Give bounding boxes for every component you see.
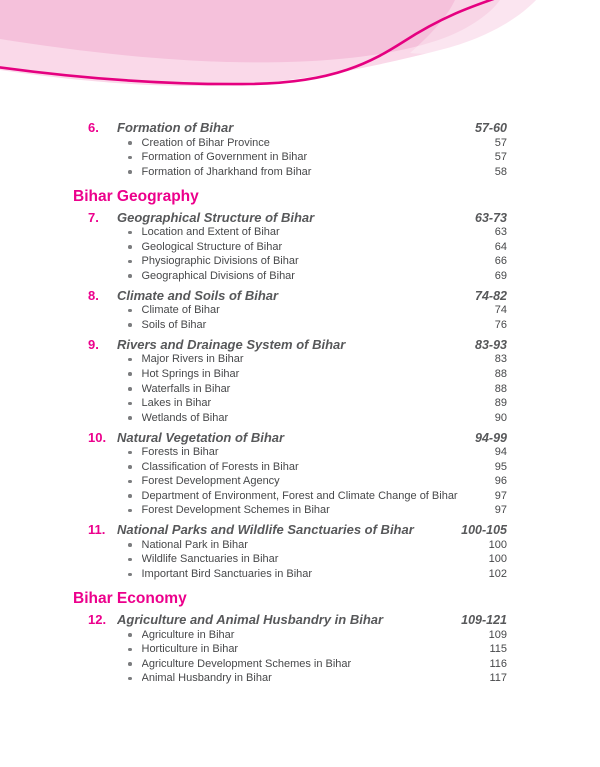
subitem-label: Horticulture in Bihar — [141, 643, 239, 656]
subitem-label: Animal Husbandry in Bihar — [141, 672, 272, 685]
chapter-title: Geographical Structure of Bihar — [117, 209, 315, 225]
subitem-label: Wetlands of Bihar — [141, 411, 229, 424]
toc-subitem-row — [73, 445, 507, 460]
chapter-number: 9. — [88, 336, 99, 352]
subitem-label: Forest Development Agency — [141, 475, 280, 488]
chapter-page-range: 83-93 — [475, 337, 507, 352]
subitem-page: 100 — [488, 538, 507, 551]
chapter-title: Natural Vegetation of Bihar — [117, 429, 285, 445]
toc-subitem-row — [73, 269, 507, 284]
toc-chapter-row — [73, 120, 507, 136]
subitem-label: Soils of Bihar — [141, 318, 207, 331]
subitem-label: Formation of Jharkhand from Bihar — [141, 165, 312, 178]
chapter-page-range: 100-105 — [461, 523, 507, 538]
toc-subitem-row — [73, 303, 507, 318]
bullet-dot — [128, 509, 132, 513]
subitem-label: Agriculture in Bihar — [141, 628, 235, 641]
bullet-dot — [128, 416, 132, 420]
section-heading-bihar-economy: Bihar Economy — [73, 590, 187, 608]
subitem-label: Agriculture Development Schemes in Bihar — [141, 657, 352, 670]
chapter-title: Rivers and Drainage System of Bihar — [117, 336, 346, 352]
subitem-label: Geographical Divisions of Bihar — [141, 269, 295, 282]
toc-subitem-row — [73, 254, 507, 269]
bullet-dot — [128, 309, 132, 313]
toc-subitem-row — [73, 657, 507, 672]
subitem-page: 94 — [494, 446, 507, 459]
bullet-dot — [128, 231, 132, 235]
header-art — [0, 0, 600, 95]
toc-subitem-row — [73, 628, 507, 643]
bullet-dot — [128, 465, 132, 469]
subitem-label: National Park in Bihar — [141, 538, 248, 551]
toc-subitem-row — [73, 396, 507, 411]
subitem-label: Major Rivers in Bihar — [141, 353, 244, 366]
bullet-dot — [128, 387, 132, 391]
chapter-title: Climate and Soils of Bihar — [117, 287, 279, 303]
bullet-dot — [128, 141, 132, 145]
section-heading-bihar-geography: Bihar Geography — [73, 187, 199, 205]
toc-subitem-row — [73, 671, 507, 686]
subitem-label: Department of Environment, Forest and Climate Change of Bihar — [141, 489, 458, 502]
toc-subitem-row — [73, 567, 507, 582]
toc-subitem-row — [73, 318, 507, 333]
toc-chapter — [73, 430, 507, 518]
bullet-dot — [128, 358, 132, 362]
bullet-dot — [128, 480, 132, 484]
toc-chapter — [73, 120, 507, 179]
toc-chapter — [73, 337, 507, 425]
bullet-dot — [128, 494, 132, 498]
subitem-label: Location and Extent of Bihar — [141, 226, 280, 239]
subitem-label: Lakes in Bihar — [141, 397, 212, 410]
chapter-title: National Parks and Wildlife Sanctuaries of Bihar — [117, 522, 414, 538]
toc-subitem-row — [73, 165, 507, 180]
bullet-dot — [128, 662, 132, 666]
toc-subitem-row — [73, 367, 507, 382]
subitem-page: 57 — [494, 151, 507, 164]
subitem-page: 97 — [494, 504, 507, 517]
chapter-number: 7. — [88, 209, 99, 225]
bullet-dot — [128, 573, 132, 577]
chapter-title: Agriculture and Animal Husbandry in Bihar — [117, 612, 384, 628]
chapter-number: 10. — [88, 429, 107, 445]
subitem-label: Forest Development Schemes in Bihar — [141, 504, 330, 517]
toc-chapter — [73, 210, 507, 284]
subitem-page: 58 — [494, 165, 507, 178]
subitem-page: 64 — [494, 240, 507, 253]
bullet-dot — [128, 245, 132, 249]
subitem-page: 88 — [494, 367, 507, 380]
subitem-label: Waterfalls in Bihar — [141, 382, 231, 395]
subitem-label: Creation of Bihar Province — [141, 136, 270, 149]
toc-chapter-row — [73, 612, 507, 628]
subitem-page: 74 — [494, 304, 507, 317]
table-of-contents — [73, 120, 507, 686]
subitem-label: Wildlife Sanctuaries in Bihar — [141, 553, 279, 566]
bullet-dot — [128, 372, 132, 376]
toc-subitem-row — [73, 642, 507, 657]
bullet-dot — [128, 260, 132, 264]
subitem-label: Physiographic Divisions of Bihar — [141, 255, 299, 268]
bullet-dot — [128, 274, 132, 278]
chapter-page-range: 94-99 — [475, 430, 507, 445]
subitem-label: Geological Structure of Bihar — [141, 240, 283, 253]
toc-chapter-row — [73, 288, 507, 304]
subitem-page: 57 — [494, 136, 507, 149]
subitem-page: 66 — [494, 255, 507, 268]
subitem-label: Classification of Forests in Bihar — [141, 460, 299, 473]
subitem-label: Forests in Bihar — [141, 446, 219, 459]
toc-subitem-row — [73, 382, 507, 397]
bullet-dot — [128, 402, 132, 406]
chapter-number: 8. — [88, 287, 99, 303]
bullet-dot — [128, 543, 132, 547]
bullet-dot — [128, 648, 132, 652]
subitem-label: Formation of Government in Bihar — [141, 151, 308, 164]
bullet-dot — [128, 677, 132, 681]
subitem-page: 69 — [494, 269, 507, 282]
subitem-page: 116 — [489, 657, 507, 670]
chapter-page-range: 74-82 — [475, 288, 507, 303]
bullet-dot — [128, 633, 132, 637]
subitem-page: 97 — [494, 489, 507, 502]
toc-chapter — [73, 522, 507, 581]
toc-subitem-row — [73, 136, 507, 151]
bullet-dot — [128, 558, 132, 562]
bullet-dot — [128, 156, 132, 160]
toc-subitem-row — [73, 240, 507, 255]
subitem-page: 100 — [488, 553, 507, 566]
toc-subitem-row — [73, 460, 507, 475]
chapter-title: Formation of Bihar — [117, 120, 234, 135]
subitem-page: 115 — [489, 643, 507, 656]
bullet-dot — [128, 451, 132, 455]
toc-chapter-row — [73, 430, 507, 446]
subitem-page: 63 — [494, 226, 507, 239]
subitem-page: 76 — [494, 318, 507, 331]
chapter-page-range: 63-73 — [475, 210, 507, 225]
subitem-page: 109 — [488, 628, 507, 641]
subitem-page: 95 — [494, 460, 507, 473]
toc-subitem-row — [73, 538, 507, 553]
chapter-number: 12. — [88, 612, 107, 628]
toc-chapter-row — [73, 337, 507, 353]
subitem-page: 117 — [489, 672, 507, 685]
toc-subitem-row — [73, 150, 507, 165]
toc-subitem-row — [73, 503, 507, 518]
toc-chapter-row — [73, 210, 507, 226]
chapter-number: 6. — [88, 120, 99, 135]
subitem-label: Important Bird Sanctuaries in Bihar — [141, 567, 313, 580]
toc-chapter-row — [73, 522, 507, 538]
toc-subitem-row — [73, 352, 507, 367]
toc-subitem-row — [73, 411, 507, 426]
toc-subitem-row — [73, 225, 507, 240]
subitem-page: 102 — [488, 567, 507, 580]
subitem-label: Climate of Bihar — [141, 304, 220, 317]
chapter-number: 11. — [88, 522, 106, 538]
toc-chapter — [73, 612, 507, 686]
subitem-page: 90 — [494, 411, 507, 424]
subitem-label: Hot Springs in Bihar — [141, 367, 240, 380]
toc-chapter — [73, 288, 507, 333]
chapter-page-range: 57-60 — [475, 121, 507, 135]
toc-subitem-row — [73, 474, 507, 489]
toc-subitem-row — [73, 552, 507, 567]
toc-subitem-row — [73, 489, 507, 504]
subitem-page: 96 — [494, 475, 507, 488]
chapter-page-range: 109-121 — [461, 613, 507, 628]
bullet-dot — [128, 323, 132, 327]
bullet-dot — [128, 170, 132, 174]
subitem-page: 83 — [494, 353, 507, 366]
subitem-page: 88 — [494, 382, 507, 395]
subitem-page: 89 — [494, 397, 507, 410]
